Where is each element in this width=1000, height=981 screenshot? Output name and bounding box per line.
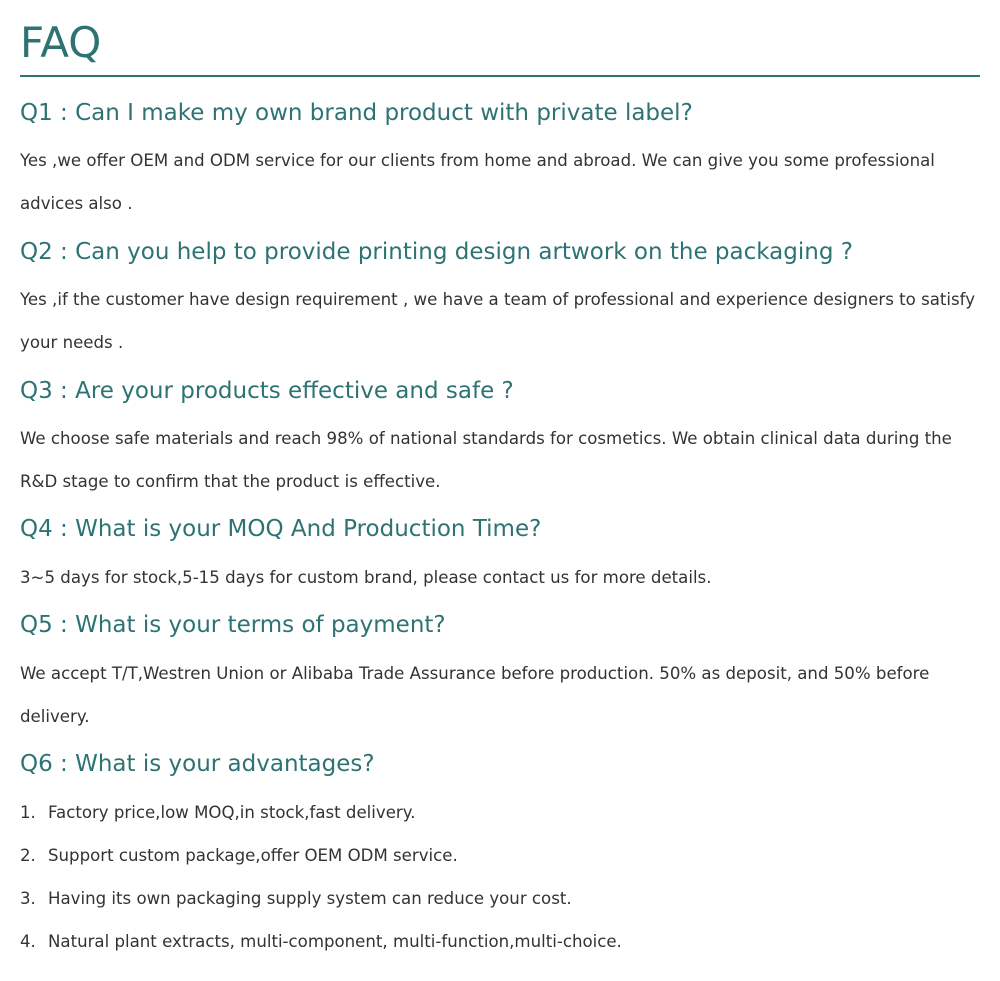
list-item-text: Factory price,low MOQ,in stock,fast delivery. <box>48 803 416 822</box>
list-item-number: 2. <box>20 846 36 865</box>
list-item-number: 4. <box>20 932 36 951</box>
list-item-number: 1. <box>20 803 36 822</box>
list-item <box>20 834 622 877</box>
page-title: FAQ <box>20 18 102 67</box>
faq-question-1: Q1 : Can I make my own brand product with private label? <box>20 100 693 126</box>
faq-answer-4: 3~5 days for stock,5-15 days for custom brand, please contact us for more details. <box>20 568 712 587</box>
list-item <box>20 877 622 920</box>
advantages-list <box>20 791 622 963</box>
faq-question-6: Q6 : What is your advantages? <box>20 751 375 777</box>
faq-answer-5: We accept T/T,Westren Union or Alibaba Trade Assurance before production. 50% as deposit, and 50% before delivery. <box>20 664 930 726</box>
faq-question-5: Q5 : What is your terms of payment? <box>20 612 446 638</box>
list-item-text: Support custom package,offer OEM ODM service. <box>48 846 458 865</box>
list-item-text: Having its own packaging supply system can reduce your cost. <box>48 889 572 908</box>
faq-question-4: Q4 : What is your MOQ And Production Time? <box>20 516 542 542</box>
faq-answer-2: Yes ,if the customer have design requirement , we have a team of professional and experience designers to satisfy your needs . <box>20 290 976 352</box>
list-item-text: Natural plant extracts, multi-component, multi-function,multi-choice. <box>48 932 622 951</box>
faq-question-2: Q2 : Can you help to provide printing design artwork on the packaging ? <box>20 239 853 265</box>
list-item <box>20 791 622 834</box>
faq-answer-3: We choose safe materials and reach 98% of national standards for cosmetics. We obtain clinical data during the R&D stage to confirm that the product is effective. <box>20 429 952 491</box>
list-item <box>20 920 622 963</box>
title-divider <box>20 75 980 77</box>
faq-question-3: Q3 : Are your products effective and safe ? <box>20 378 514 404</box>
list-item-number: 3. <box>20 889 36 908</box>
faq-answer-1: Yes ,we offer OEM and ODM service for our clients from home and abroad. We can give you some professional advices also . <box>20 151 935 213</box>
